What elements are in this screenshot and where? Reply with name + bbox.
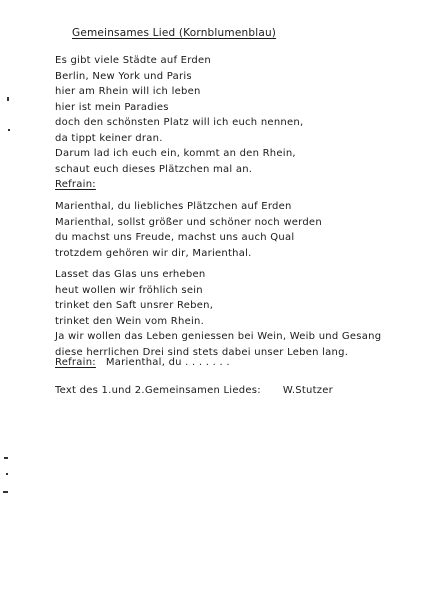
credit-text: Text des 1.und 2.Gemeinsamen Liedes: (55, 385, 261, 396)
verse-line: da tippt keiner dran. (55, 132, 163, 144)
scan-mark (4, 457, 8, 459)
verse-line: trinket den Saft unsrer Reben, (55, 300, 214, 311)
song-title: Gemeinsames Lied (Kornblumenblau) (72, 27, 277, 39)
author-credit (55, 385, 333, 396)
refrain-line: Marienthal, sollst größer und schöner noch werden (55, 216, 322, 228)
scan-mark (6, 473, 8, 475)
verse-line: schaut euch dieses Plätzchen mal an. (55, 163, 253, 175)
verse-line: Berlin, New York und Paris (55, 70, 192, 82)
verse-line: Darum lad ich euch ein, kommt an den Rhein, (55, 148, 296, 159)
refrain (55, 199, 322, 261)
verse-line: Lasset das Glas uns erheben (55, 269, 206, 280)
refrain-line: trotzdem gehören wir dir, Marienthal. (55, 247, 252, 259)
refrain-line: Marienthal, du liebliches Plätzchen auf Erden (55, 201, 292, 212)
refrain-reprise-text: Marienthal, du . . . . . . . (105, 357, 230, 368)
refrain-label: Refrain: (55, 179, 96, 190)
verse-line: heut wollen wir fröhlich sein (55, 284, 203, 296)
refrain-reprise (55, 357, 230, 368)
verse-line: hier am Rhein will ich leben (55, 86, 201, 97)
scan-mark (3, 491, 8, 493)
verse-line: Es gibt viele Städte auf Erden (55, 55, 211, 66)
refrain-reprise-label: Refrain: (55, 357, 96, 368)
verse-line: Ja wir wollen das Leben geniessen bei Wein, Weib und Gesang (55, 331, 382, 342)
verse-line: doch den schönsten Platz will ich euch nennen, (55, 117, 304, 128)
scan-mark (8, 129, 10, 131)
verse-line: diese herrlichen Drei sind stets dabei unser Leben lang. (55, 346, 349, 358)
verse-line: trinket den Wein vom Rhein. (55, 315, 205, 327)
credit-author: W.Stutzer (282, 385, 334, 396)
verse-2 (55, 267, 381, 360)
refrain-line: du machst uns Freude, machst uns auch Qual (55, 232, 295, 243)
verse-1 (55, 53, 303, 177)
verse-line: hier ist mein Paradies (55, 101, 169, 113)
scan-mark (7, 97, 9, 101)
